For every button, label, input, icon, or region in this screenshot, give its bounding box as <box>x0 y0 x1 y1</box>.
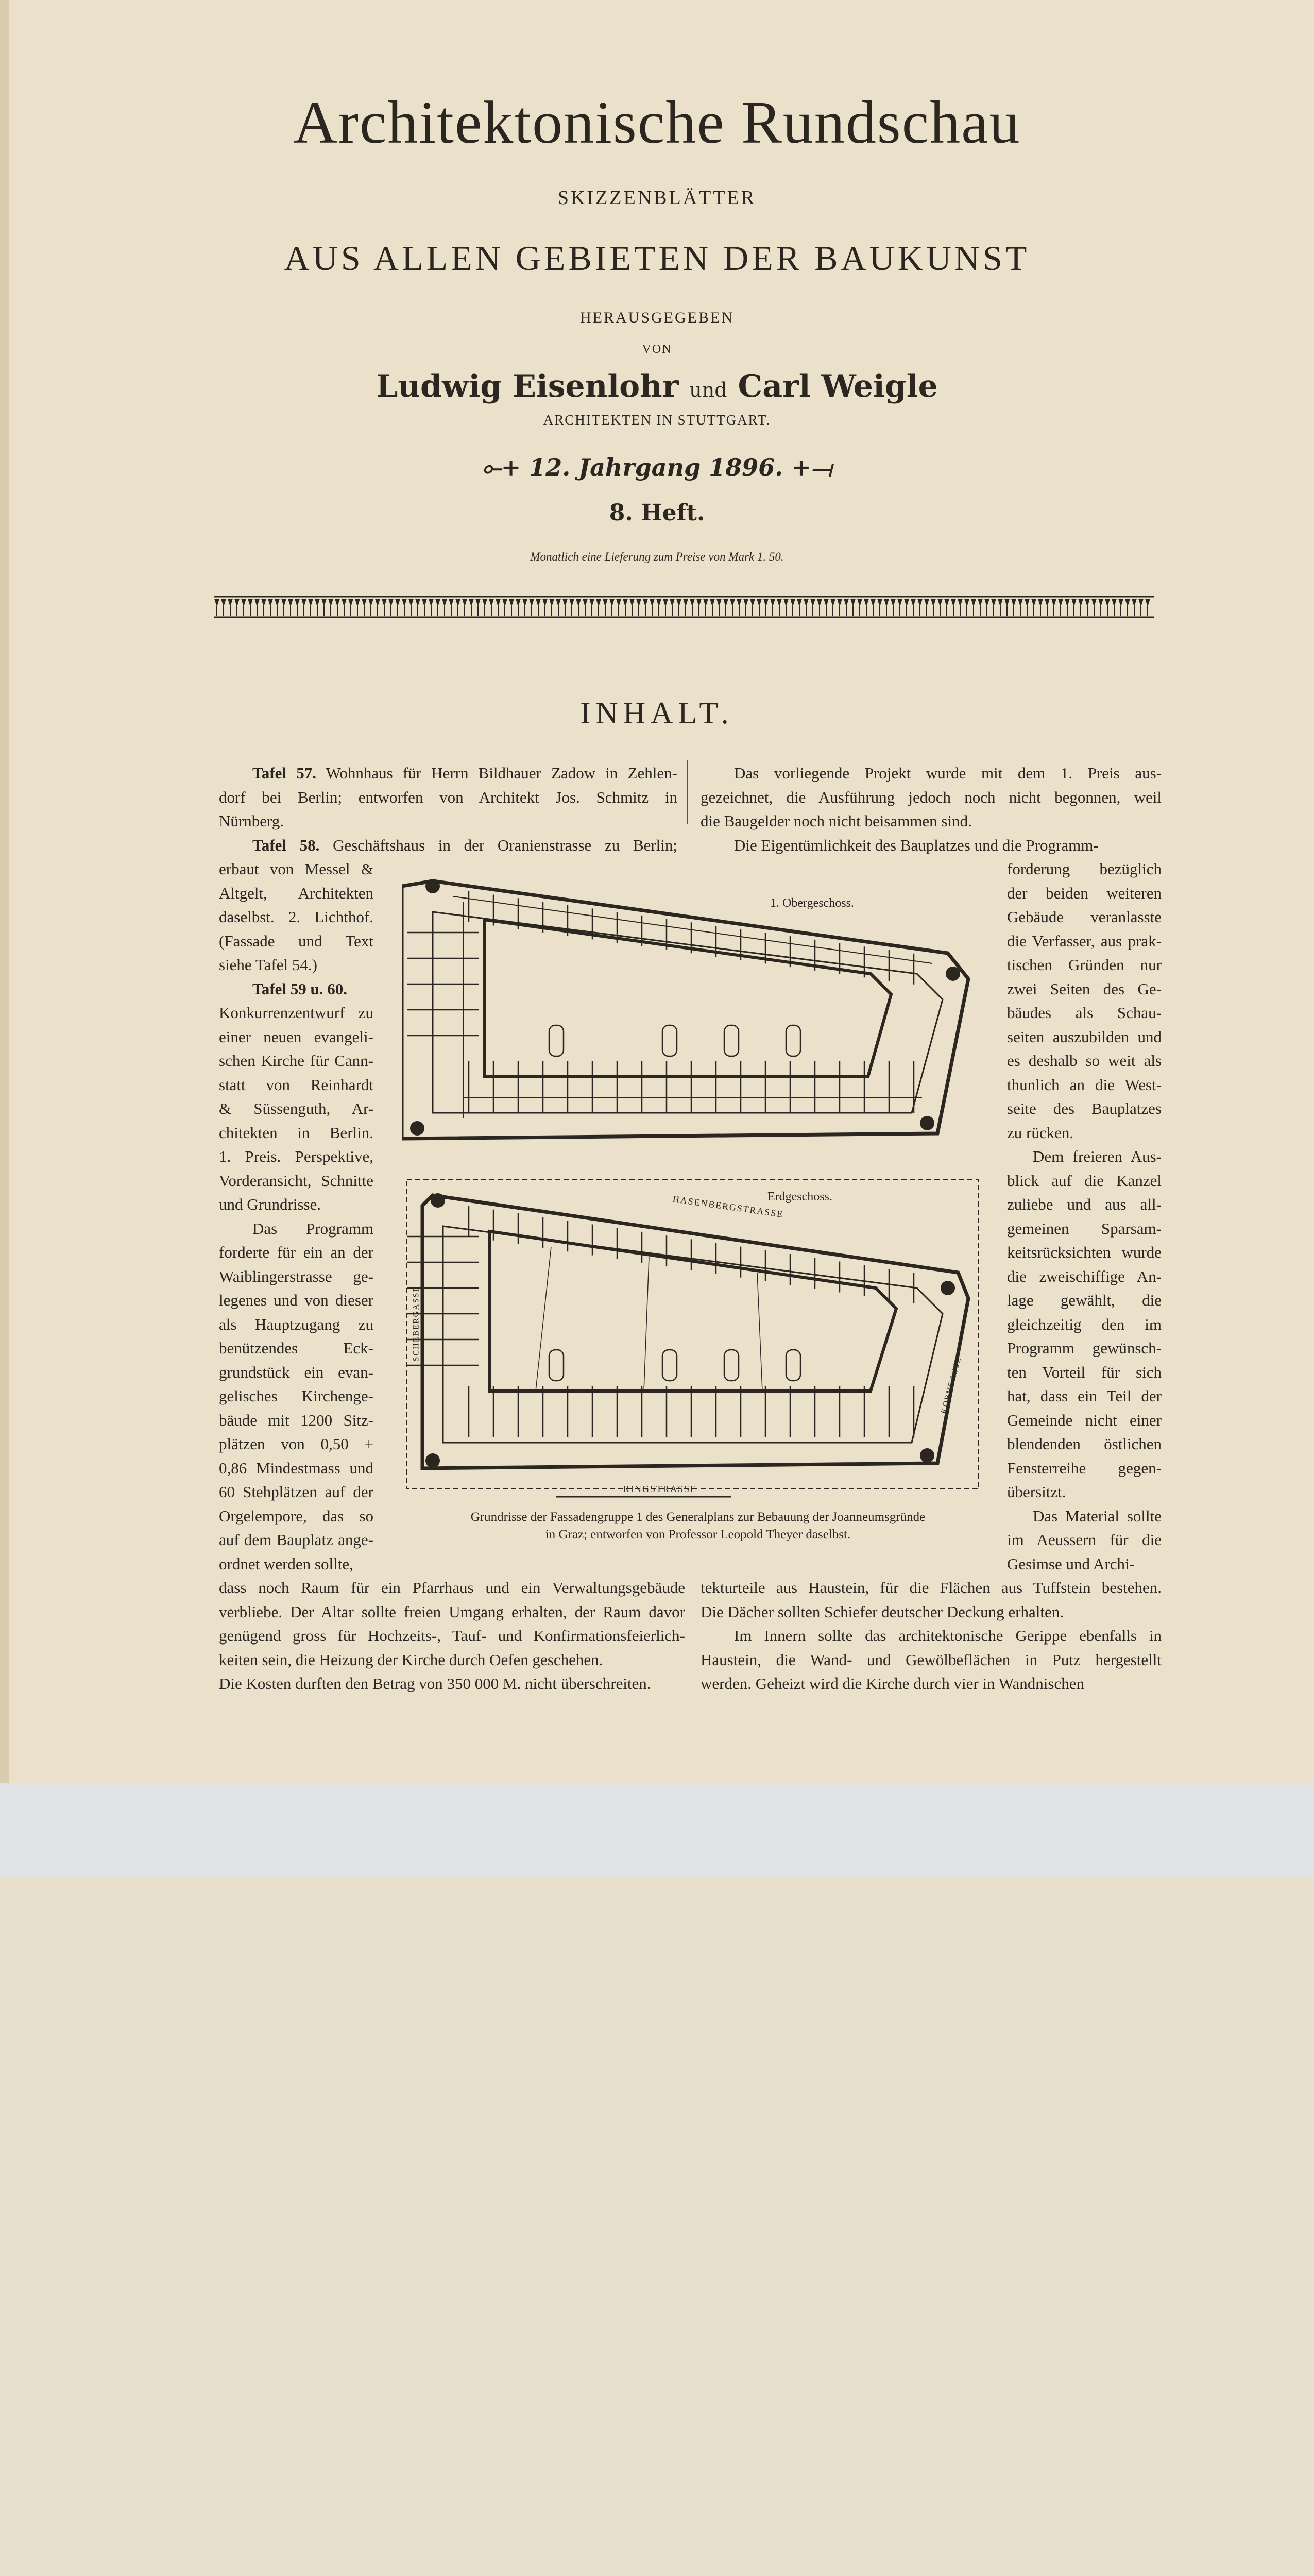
issue-number: 8. Heft. <box>609 500 705 526</box>
text-line: chitekten in Berlin. <box>219 1123 373 1142</box>
street-label-top: HASENBERGSTRASSE <box>672 1193 784 1220</box>
journal-subtitle: SKIZZENBLÄTTER <box>557 187 757 209</box>
text-line: keitsrücksichten wurde <box>1007 1243 1162 1261</box>
street-label-bottom: RINGSTRASSE <box>623 1484 697 1494</box>
text-line: die Verfasser, aus prak- <box>1007 931 1162 950</box>
text-line: seite des Bauplatzes <box>1007 1099 1162 1117</box>
text-line: gleichzeitig den im <box>1007 1315 1162 1333</box>
right-column-bottom <box>701 1576 1162 1696</box>
text-line: daselbst. 2. Lichthof. <box>219 908 373 926</box>
upper-floor-label: 1. Obergeschoss. <box>770 896 854 910</box>
text-line: genügend gross für Hochzeits-, Tauf- und Konfirmationsfeierlich- <box>219 1626 685 1645</box>
entry-text: dorf bei Berlin; entworfen von Architekt Jos. Schmitz in <box>219 788 677 806</box>
street-label-left: SCHEBERGASSE <box>412 1285 421 1362</box>
text-line: Die Eigentümlichkeit des Bauplatzes und die Programm- <box>734 836 1099 854</box>
text-line: gemeinen Sparsam- <box>1007 1219 1162 1238</box>
text-line: Programm gewünsch- <box>1007 1339 1162 1357</box>
caption-line-2: in Graz; entworfen von Professor Leopold Theyer daselbst. <box>545 1528 851 1541</box>
text-line: Im Innern sollte das architektonische Gerippe ebenfalls in <box>734 1626 1162 1645</box>
footer-bar <box>0 1783 1314 1877</box>
text-line: die zweischiffige An- <box>1007 1267 1162 1285</box>
contents-entry-line <box>219 809 677 834</box>
ornament-right-icon: +⟞ <box>783 453 832 481</box>
text-line: legenes und von dieser <box>219 1291 373 1309</box>
text-line: zwei Seiten des Ge- <box>1007 979 1162 998</box>
text-line: tischen Gründen nur <box>1007 956 1162 974</box>
text-line: thunlich an die West- <box>1007 1075 1162 1094</box>
text-line: ten Vorteil für sich <box>1007 1363 1162 1381</box>
text-line: übersitzt. <box>1007 1483 1066 1501</box>
text-line: blendenden östlichen <box>1007 1435 1162 1453</box>
volume-text: 12. Jahrgang 1896. <box>529 453 783 481</box>
text-line: forderung bezüglich <box>1007 860 1162 878</box>
text-line: plätzen von 0,50 + <box>219 1435 373 1453</box>
journal-title: Architektonische Rundschau <box>293 89 1021 156</box>
text-line: gezeichnet, die Ausführung jedoch noch nicht begonnen, weil <box>701 788 1162 806</box>
text-line: bäude mit 1200 Sitz- <box>219 1411 373 1429</box>
text-line: Altgelt, Architekten <box>219 884 373 902</box>
column-divider <box>687 760 688 824</box>
text-line: Konkurrenzentwurf zu <box>219 1004 373 1022</box>
text-line: benützendes Eck- <box>219 1339 373 1357</box>
by-label: VON <box>642 343 672 356</box>
text-line: Waiblingerstrasse ge- <box>219 1267 373 1285</box>
text-line: die Baugelder noch nicht beisammen sind. <box>701 812 972 830</box>
text-line: Gesimse und Archi- <box>1007 1554 1135 1573</box>
editor-1: Ludwig Eisenlohr <box>376 368 679 404</box>
ground-floor-label: Erdgeschoss. <box>767 1190 832 1204</box>
text-line: es deshalb so weit als <box>1007 1052 1162 1070</box>
ornament-left-icon: ⟜+ <box>482 453 530 481</box>
floor-plan-upper <box>402 871 994 1159</box>
text-line: Die Kosten durften den Betrag von 350 000 M. nicht überschreiten. <box>219 1674 651 1692</box>
right-column-narrow <box>1007 857 1162 1576</box>
text-line: Tafel 59 u. 60. <box>252 979 348 998</box>
editor-2: Carl Weigle <box>738 368 938 404</box>
text-line: blick auf die Kanzel <box>1007 1171 1162 1190</box>
editors <box>0 368 1314 404</box>
contents-entry-line <box>219 834 677 858</box>
decorative-border-icon <box>214 592 1154 621</box>
left-column-top <box>219 761 677 857</box>
figure-caption <box>407 1509 989 1544</box>
text-line: lage gewählt, die <box>1007 1291 1162 1309</box>
entry-text: Nürnberg. <box>219 812 284 830</box>
text-line: Das vorliegende Projekt wurde mit dem 1. Preis aus- <box>734 764 1162 782</box>
plate-label: Tafel 57. <box>252 764 316 782</box>
contents-entry-line <box>219 761 677 786</box>
text-line: zu rücken. <box>1007 1123 1074 1142</box>
contents-entry-line <box>219 786 677 810</box>
text-line: bäudes als Schau- <box>1007 1004 1162 1022</box>
text-line: erbaut von Messel & <box>219 860 373 878</box>
text-line: schen Kirche für Cann- <box>219 1052 373 1070</box>
text-line: der beiden weiteren <box>1007 884 1162 902</box>
text-line: tekturteile aus Haustein, für die Flächen aus Tuffstein bestehen. <box>701 1579 1162 1597</box>
text-line: einer neuen evangeli- <box>219 1027 373 1046</box>
text-line: Das Material sollte <box>1033 1506 1162 1525</box>
text-line: 0,86 Mindestmass und <box>219 1459 373 1477</box>
left-column-bottom <box>219 1576 685 1696</box>
text-line: verbliebe. Der Altar sollte freien Umgang erhalten, der Raum davor <box>219 1602 685 1621</box>
text-line: Gemeinde nicht einer <box>1007 1411 1162 1429</box>
text-line: dass noch Raum für ein Pfarrhaus und ein Verwaltungsgebäude <box>219 1579 685 1597</box>
text-line: 60 Stehplätzen auf der <box>219 1483 373 1501</box>
text-line: als Hauptzugang zu <box>219 1315 373 1333</box>
text-line: hat, dass ein Teil der <box>1007 1387 1162 1405</box>
published-by: HERAUSGEGEBEN <box>580 309 734 326</box>
text-line: & Süssenguth, Ar- <box>219 1099 373 1117</box>
text-line: seiten auszubilden und <box>1007 1027 1162 1046</box>
text-line: werden. Geheizt wird die Kirche durch vier in Wandnischen <box>701 1674 1084 1692</box>
text-line: Gebäude veranlasste <box>1007 908 1162 926</box>
street-label-right: KORNGASSE <box>939 1355 963 1415</box>
text-line: Fensterreihe gegen- <box>1007 1459 1162 1477</box>
volume-line <box>0 453 1314 482</box>
contents-heading: INHALT. <box>580 696 734 730</box>
text-line: zuliebe und aus all- <box>1007 1195 1162 1213</box>
text-line: gelisches Kirchenge- <box>219 1387 373 1405</box>
text-line: Die Dächer sollten Schiefer deutscher Deckung erhalten. <box>701 1602 1064 1621</box>
text-line: Das Programm <box>252 1219 373 1238</box>
entry-text: Wohnhaus für Herrn Bildhauer Zadow in Zehlen- <box>316 764 677 782</box>
text-line: Orgelempore, das so <box>219 1506 373 1525</box>
text-line: keiten sein, die Heizung der Kirche durch Oefen geschehen. <box>219 1650 603 1669</box>
journal-subtitle-2: AUS ALLEN GEBIETEN DER BAUKUNST <box>284 239 1030 278</box>
text-line: (Fassade und Text <box>219 931 373 950</box>
right-column-top <box>701 761 1162 857</box>
text-line: grundstück ein evan- <box>219 1363 373 1381</box>
text-line: auf dem Bauplatz ange- <box>219 1531 373 1549</box>
editors-role: ARCHITEKTEN IN STUTTGART. <box>543 412 771 428</box>
text-line: siehe Tafel 54.) <box>219 956 317 974</box>
text-line: Vorderansicht, Schnitte <box>219 1171 373 1190</box>
floor-plan-lower <box>402 1175 994 1504</box>
left-column-narrow <box>219 857 373 1576</box>
price-note: Monatlich eine Lieferung zum Preise von Mark 1. 50. <box>530 550 784 563</box>
text-line: und Grundrisse. <box>219 1195 321 1213</box>
text-line: Dem freieren Aus- <box>1033 1147 1162 1165</box>
caption-line-1: Grundrisse der Fassadengruppe 1 des Generalplans zur Bebauung der Joanneumsgründe <box>470 1510 926 1524</box>
text-line: statt von Reinhardt <box>219 1075 373 1094</box>
and-word: und <box>689 379 727 401</box>
text-line: 1. Preis. Perspektive, <box>219 1147 373 1165</box>
plate-label: Tafel 58. <box>252 836 320 854</box>
text-line: forderte für ein an der <box>219 1243 373 1261</box>
text-line: Haustein, die Wand- und Gewölbeflächen in Putz hergestellt <box>701 1650 1162 1669</box>
entry-text: Geschäftshaus in der Oranienstrasse zu Berlin; <box>319 836 677 854</box>
text-line: ordnet werden sollte, <box>219 1554 353 1573</box>
text-line: im Aeussern für die <box>1007 1531 1162 1549</box>
